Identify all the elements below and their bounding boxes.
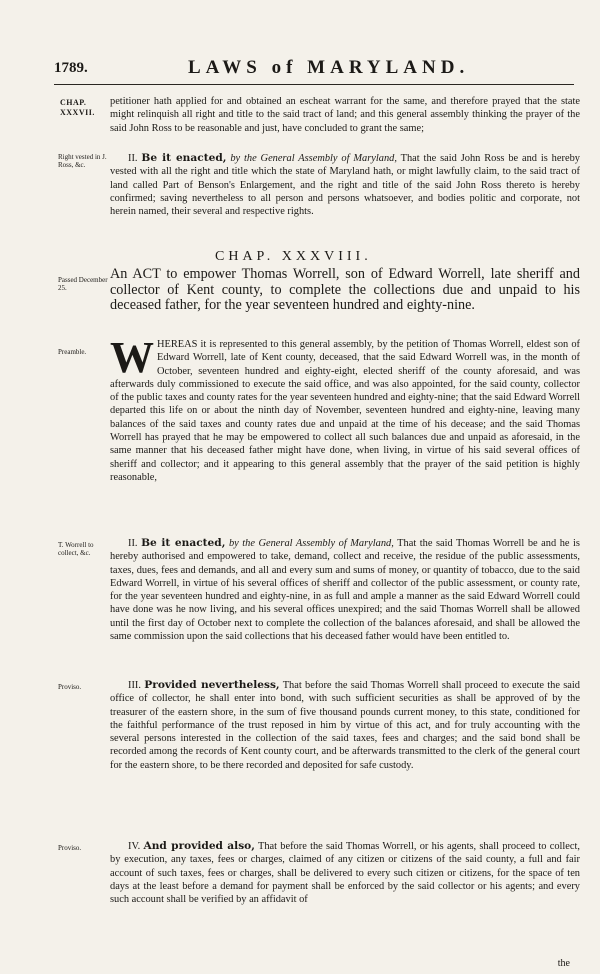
preamble-text: HEREAS it is represented to this general assembly, by the petition of Thomas Worrell, eldest son of Edward Worrell, late of Kent county, deceased, that the said Edward Worrell was, in the month of October, seventeen hundred and eighty-eight, elected sheriff of the county aforesaid, and was afterwards duly commissioned to execute the said office, and was also appointed, for the said county, collector of the public taxes and county rates for the year seventeen hundred and eighty-nine; that the said Edward Worrell departed this life on or about the ninth day of November, seventeen hundred and eighty-nine, leaving many balances of the said taxes and county rates due and unpaid at the time of his decease; and the said Thomas Worrell has prayed that he may be empowered to collect all such balances due and unpaid as aforesaid, in the same manner that his deceased father might have done, when living, in virtue of his said several offices of sheriff and collector; and it appearing to this general assembly that the prayer of the said petition is highly reasonable, — [110, 339, 580, 483]
assembly-phrase: by the General Assembly of Maryland, — [228, 538, 394, 549]
proviso-phrase: And provided also, — [143, 840, 255, 852]
margin-note-proviso-2: Proviso. — [58, 844, 82, 852]
catchword: the — [557, 958, 570, 969]
margin-note-preamble: Preamble. — [58, 348, 87, 356]
preamble-paragraph — [110, 333, 580, 484]
section-text: That before the said Thomas Worrell shall proceed to execute the said office of collector, he shall enter into bond, with such sufficient securities as shall be approved of by the treasurer of the eastern shore, in the sum of five thousand pounds current money, to this state, conditioned for the faithful performance of the trust reposed in him by virtue of this act, and for truly accounting with the several persons interested in the collection of the said taxes, fees and charges; and the said bond shall be recorded among the records of Kent county court, and be afterwards transmitted to the clerk of the general court for the eastern shore, to be there recorded and deposited for safe custody. — [110, 680, 580, 771]
paragraph-section-4 — [110, 840, 580, 906]
assembly-phrase: by the General Assembly of Maryland, — [230, 153, 397, 164]
margin-note-t-worrell: T. Worrell to collect, &c. — [58, 541, 94, 557]
enacting-phrase: Be it enacted, — [141, 152, 227, 164]
enacting-phrase: Be it enacted, — [141, 537, 226, 549]
margin-note-right-vested: Right vested in J. Ross, &c. — [58, 153, 107, 169]
paragraph-continuation: petitioner hath applied for and obtained an escheat warrant for the same, and therefore prayed that the state might relinquish all right and title to the said tract of land; and this general assembly thinking the prayer of the said John Ross to be reasonable and just, have concluded to grant the same; — [110, 96, 580, 134]
proviso-phrase: Provided nevertheless, — [144, 679, 280, 691]
section-text: That before the said Thomas Worrell, or his agents, shall proceed to collect, by execution, any taxes, fees or charges, claimed of any citizen or citizens of the said county, a full and fair account of such taxes, fees or charges, shall be delivered to every such citizen or citizens, for the space of ten days at the least before a demand for payment shall be enforced by the said collector or his agents; and every such account shall be verified by an affidavit of — [110, 841, 581, 906]
drop-cap: W — [110, 333, 154, 382]
section-number: III. — [128, 680, 141, 691]
page-year: 1789. — [54, 60, 88, 76]
header-rule — [54, 84, 574, 85]
section-text: That the said Thomas Worrell be and he is hereby authorised and empowered to take, demand, collect and receive, the residue of the public assessments, taxes, dues, fees and demands, and all and every sum and sums of money, or quantity of tobacco, due to the said Edward Worrell, in virtue of his several offices of sheriff and collector of the public assessment, or county rate, for the year seventeen hundred and eighty-nine, in as full and ample a manner as the said Edward Worrell could have done was he now living, and his several offices unexpired; and the said Thomas Worrell shall be allowed until the first day of October next to complete the collection of the balances aforesaid, and shall be allowed the same commission upon the said collections that his deceased father would have been entitled to. — [110, 538, 580, 643]
act-title: An ACT to empower Thomas Worrell, son of Edward Worrell, late sheriff and collector of Kent county, to complete the collections due and unpaid to his deceased father, for the year seventeen hundred and eighty-nine. — [110, 266, 580, 314]
paragraph-section-2b — [110, 537, 580, 643]
margin-chap-number: XXXVII. — [60, 108, 95, 117]
chapter-heading: CHAP. XXXVIII. — [215, 249, 372, 264]
paragraph-section-3 — [110, 679, 580, 772]
section-number: II. — [128, 538, 138, 549]
section-text: That the said John Ross be and is hereby vested with all the right and title which the state of Maryland hath, or might lawfully claim, to the said tract of land called Part of Benson's Enlargement, and the right and title of the said John Ross thereto is hereby confirmed; saving nevertheless to all person and persons whatsoever, and bodies politic and corporate, not herein named, their several and respective rights. — [110, 153, 580, 218]
paragraph-section-2 — [110, 152, 580, 218]
margin-note-passed: Passed December 25. — [58, 276, 108, 292]
margin-chap-label: CHAP. — [60, 98, 87, 107]
running-title: LAWS of MARYLAND. — [188, 57, 470, 78]
section-number: II. — [128, 153, 138, 164]
margin-note-proviso-1: Proviso. — [58, 683, 82, 691]
section-number: IV. — [128, 841, 141, 852]
